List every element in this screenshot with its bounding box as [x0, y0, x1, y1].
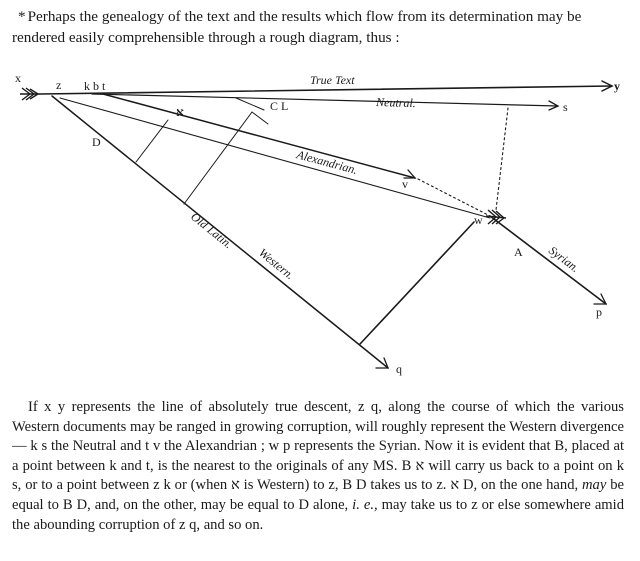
alexandrian-line: [103, 94, 415, 178]
label-p: p: [596, 305, 602, 319]
true-text-line: [40, 86, 612, 94]
intro-footnote: [12, 6, 632, 48]
label-western: Western.: [256, 245, 297, 283]
label-d: D: [92, 135, 101, 149]
label-true-text: True Text: [310, 73, 355, 87]
dotted-s-w: [496, 108, 508, 210]
intro-text: Perhaps the genealogy of the text and the results which flow from its determination may be rendered easily comprehensible through a rough diagram, thus :: [12, 8, 582, 46]
label-cl: C L: [270, 99, 289, 113]
paragraph-part-1: If x y represents the line of absolutely true descent, z q, along the course of which the various Western documents may be ranged in growing corruption, will roughly represent the Western divergence — k s the Neutral and t v the Alexandrian ; w p represents the Syrian. Now it is evident that B, placed at a point between k and t, is the nearest to the originals of any MS. B א will carry us back to a point on k s, or to a point between z k or (when א is Western) to z, B D takes us to z. א D, on the one hand,: [12, 399, 624, 494]
label-neutral: Neutral.: [375, 95, 416, 111]
label-s: s: [563, 100, 568, 114]
neutral-line: [92, 94, 558, 106]
label-q: q: [396, 362, 402, 376]
q-to-w-line: [360, 222, 474, 344]
label-aleph: א: [176, 105, 184, 119]
label-kbt: k b t: [84, 79, 106, 93]
cross-line-3: [236, 98, 264, 110]
explanation-paragraph: [12, 398, 624, 535]
paragraph-part-2: be equal to B D, and, on the other, may be equal to D alone,: [12, 477, 624, 513]
w-sprig-icon: [486, 210, 506, 224]
label-y: y: [614, 79, 620, 93]
x-sprig-icon: [20, 88, 40, 100]
paragraph-part-3: may take us to z or else somewhere amid the abounding corruption of z q, and so on.: [12, 496, 624, 533]
label-alexandrian: Alexandrian.: [295, 147, 360, 178]
label-x: x: [15, 71, 21, 85]
cross-line-2: [184, 112, 252, 204]
label-v: v: [402, 177, 408, 191]
emphasis-ie: i. e.,: [352, 496, 378, 513]
dotted-v-w: [418, 179, 490, 216]
genealogy-diagram: [0, 58, 640, 388]
cross-line-1: [136, 120, 168, 162]
label-w: w: [474, 213, 483, 227]
emphasis-may: may: [582, 477, 607, 494]
label-syrian: Syrian.: [546, 243, 583, 276]
syrian-line: [490, 216, 606, 304]
footnote-marker: *: [18, 8, 26, 25]
label-a: A: [514, 245, 523, 259]
z-to-w-line: [60, 98, 490, 218]
label-old-latin: Old Latin.: [188, 209, 236, 252]
label-z: z: [56, 78, 62, 92]
cross-line-4: [252, 112, 268, 124]
